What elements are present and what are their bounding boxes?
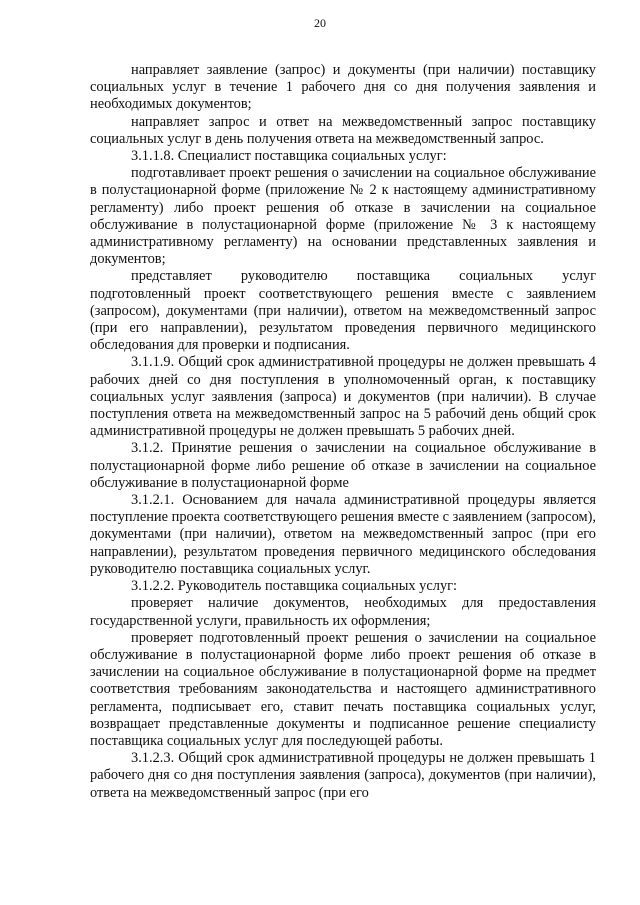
page-number: 20	[314, 16, 326, 30]
paragraph: 3.1.1.9. Общий срок административной процедуры не должен превышать 4 рабочих дней со дня поступления в уполномоченный орган, к поставщику социальных услуг заявления (запроса) и документов (при наличии). В случае поступления ответа на межведомственный запрос на 5 рабочий день общий срок административной процедуры не должен превышать 5 рабочих дней.	[90, 354, 596, 440]
paragraph: представляет руководителю поставщика социальных услуг подготовленный проект соответствующего решения вместе с заявлением (запросом), документами (при наличии), ответом на межведомственный запрос (при его направлении), результатом проведения первичного медицинского обследования для проверки и подписания.	[90, 268, 596, 354]
paragraph: проверяет подготовленный проект решения о зачислении на социальное обслуживание в полустационарной форме либо проект решения об отказе в зачислении на социальное обслуживание в полустационарной форме на предмет соответствия требованиям законодательства и настоящего административного регламента, подписывает его, ставит печать поставщика социальных услуг, возвращает представленные документы и подписанное решение специалисту поставщика социальных услуг для последующей работы.	[90, 629, 596, 749]
paragraph: 3.1.2.1. Основанием для начала административной процедуры является поступление проекта соответствующего решения вместе с заявлением (запросом), документами (при наличии), ответом на межведомственный запрос (при его направлении), результатом проведения первичного медицинского обследования руководителю поставщика социальных услуг.	[90, 492, 596, 577]
paragraph: проверяет наличие документов, необходимых для предоставления государственной услуги, правильность их оформления;	[90, 595, 596, 629]
paragraph: 3.1.2.3. Общий срок административной процедуры не должен превышать 1 рабочего дня со дня поступления заявления (запроса), документов (при наличии), ответа на межведомственный запрос (при его	[90, 750, 596, 801]
section-heading: 3.1.2.2. Руководитель поставщика социальных услуг:	[131, 578, 458, 595]
paragraph: подготавливает проект решения о зачислении на социальное обслуживание в полустационарной форме (приложение № 2 к настоящему административному регламенту) либо проект решения об отказе в зачислении на социальное обслуживание в полустационарной форме (приложение № 3 к настоящему административному регламенту) на основании представленных заявления и документов;	[90, 165, 596, 268]
document-body	[90, 62, 596, 802]
paragraph: направляет запрос и ответ на межведомственный запрос поставщику социальных услуг в день получения ответа на межведомственный запрос.	[90, 113, 596, 147]
section-heading: 3.1.1.8. Специалист поставщика социальных услуг:	[131, 148, 447, 165]
paragraph: направляет заявление (запрос) и документы (при наличии) поставщику социальных услуг в течение 1 рабочего дня со дня получения заявления и необходимых документов;	[90, 62, 596, 113]
section-heading: 3.1.2. Принятие решения о зачислении на социальное обслуживание в полустационарной форме либо решение об отказе в зачислении на социальное обслуживание в полустационарной форме	[90, 440, 596, 491]
